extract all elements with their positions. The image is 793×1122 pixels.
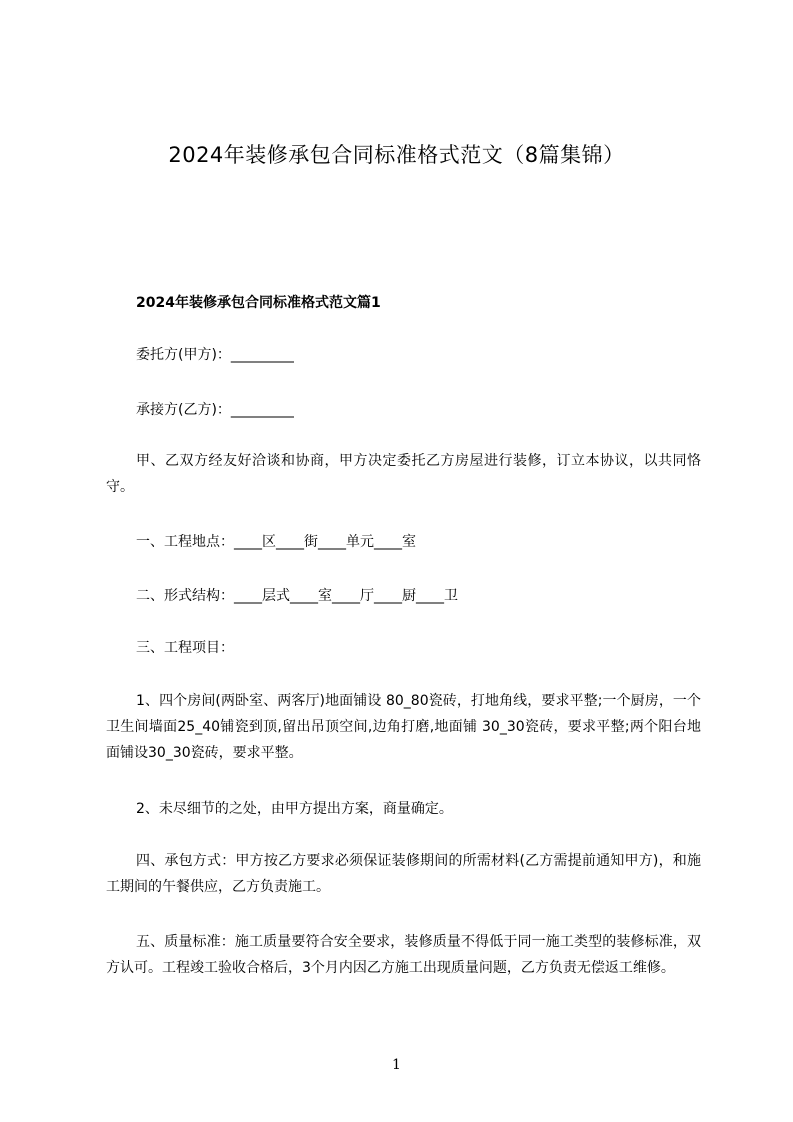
project-item-1: 1、四个房间(两卧室、两客厅)地面铺设 80_80瓷砖，打地角线，要求平整;一个厨房，一个卫生间墙面25_40铺瓷到顶,留出吊顶空间,边角打磨,地面铺 30_30瓷砖，要求平整;两个阳台地面铺设30_30瓷砖，要求平整。: [106, 693, 701, 761]
page-number: 1: [392, 1057, 401, 1073]
section-heading: 2024年装修承包合同标准格式范文篇1: [136, 295, 381, 311]
clause-project-location: 一、工程地点：____区____街____单元____室: [136, 534, 416, 550]
clause-structure: 二、形式结构：____层式____室____厅____厨____卫: [136, 588, 458, 604]
intro-paragraph: 甲、乙双方经友好洽谈和协商，甲方决定委托乙方房屋进行装修，订立本协议，以共同恪守。: [106, 453, 701, 495]
clause-contract-method: 四、承包方式：甲方按乙方要求必须保证装修期间的所需材料(乙方需提前通知甲方)，和施工期间的午餐供应，乙方负责施工。: [106, 853, 701, 895]
client-party-line: 委托方(甲方)：_________: [136, 347, 294, 363]
clause-project-items-heading: 三、工程项目：: [136, 640, 234, 656]
clause-quality-standard: 五、质量标准：施工质量要符合安全要求，装修质量不得低于同一施工类型的装修标准，双方认可。工程竣工验收合格后，3个月内因乙方施工出现质量问题，乙方负责无偿返工维修。: [106, 934, 701, 976]
contractor-party-line: 承接方(乙方)：_________: [136, 402, 294, 418]
document-title: 2024年装修承包合同标准格式范文（8篇集锦）: [168, 143, 625, 167]
project-item-2: 2、未尽细节的之处，由甲方提出方案，商量确定。: [136, 801, 453, 817]
